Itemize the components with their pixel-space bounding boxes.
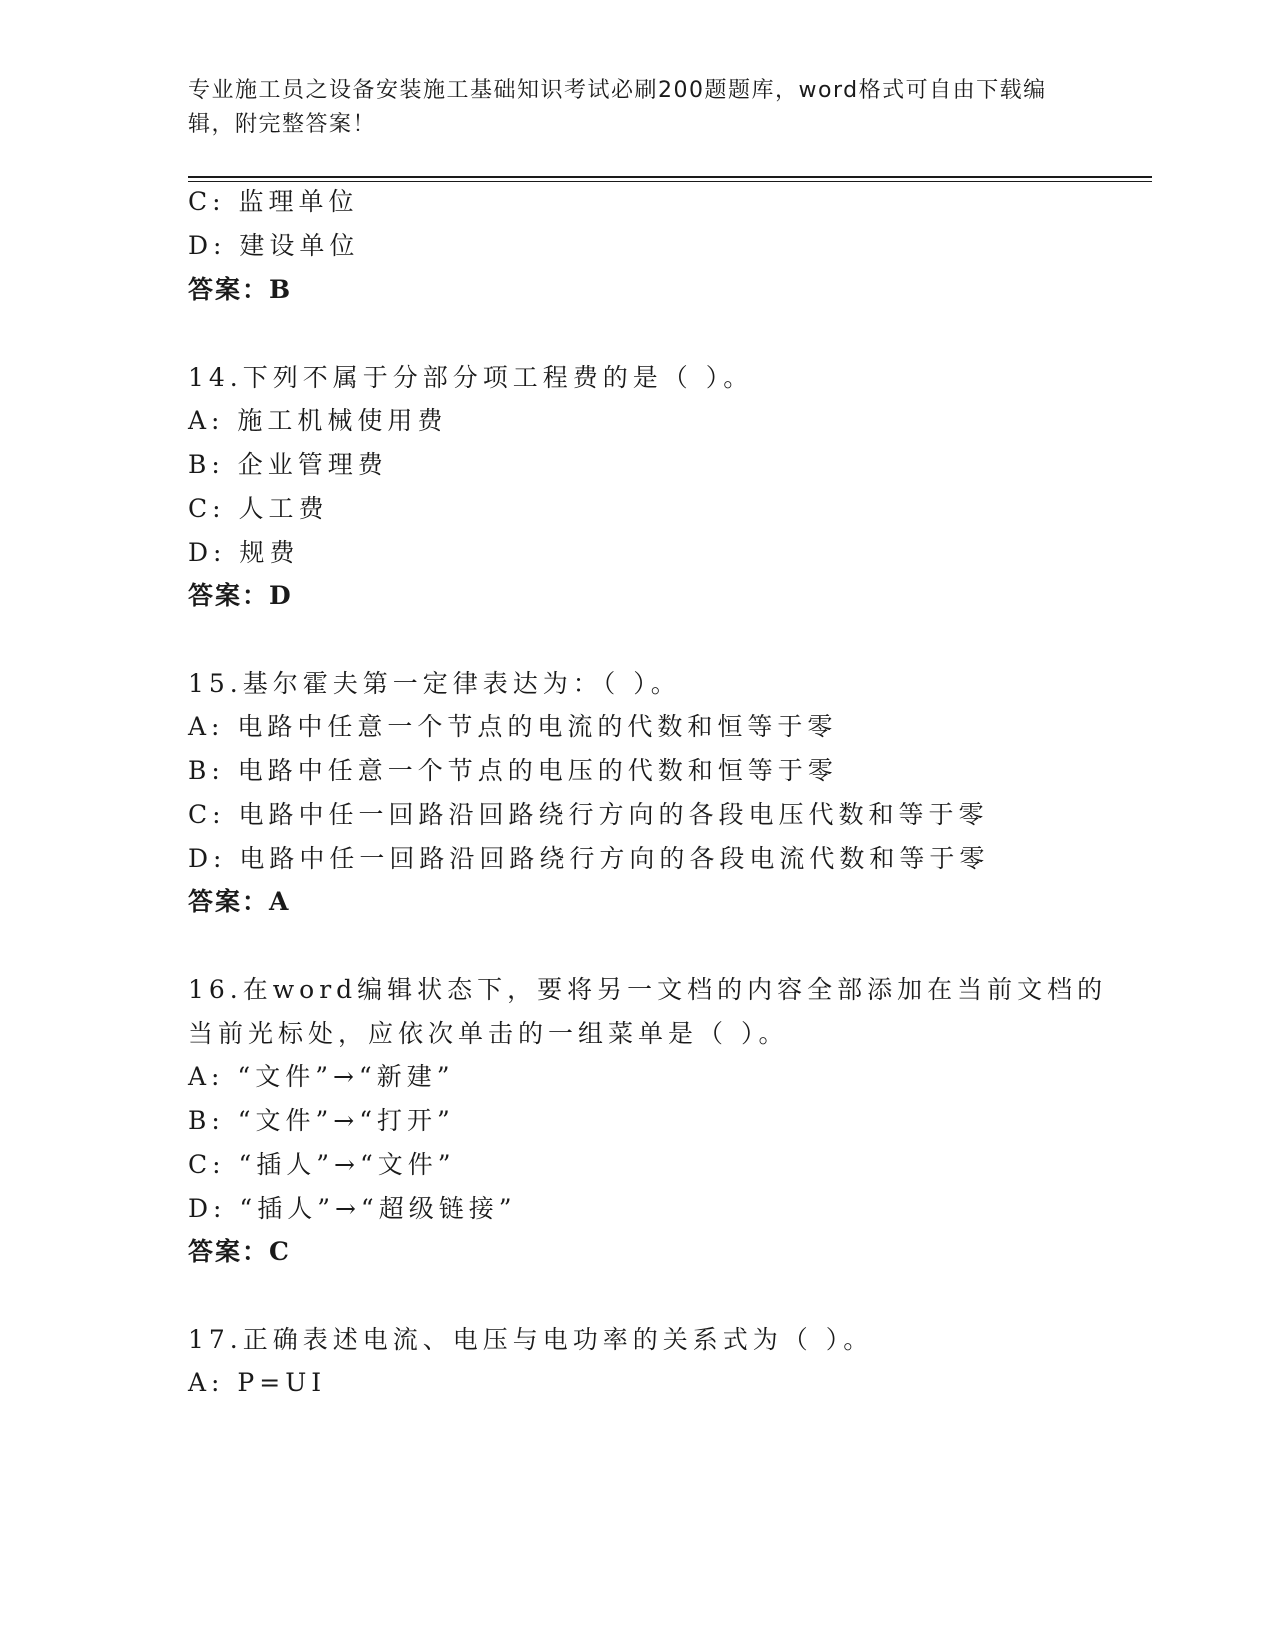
option-a: A: 施工机械使用费 (188, 406, 448, 435)
option-d: D: 规费 (188, 538, 300, 567)
question-16-line-1: 16.在word编辑状态下，要将另一文档的内容全部添加在当前文档的 (188, 975, 1108, 1004)
option-b: B: 电路中任意一个节点的电压的代数和恒等于零 (188, 756, 838, 785)
option-d: D: 电路中任一回路沿回路绕行方向的各段电流代数和等于零 (188, 844, 990, 873)
option-a: A: 电路中任意一个节点的电流的代数和恒等于零 (188, 712, 838, 741)
option-d: D: 建设单位 (188, 231, 360, 260)
question-15: 15.基尔霍夫第一定律表达为：（ ）。 (188, 669, 681, 698)
option-c: C: 电路中任一回路沿回路绕行方向的各段电压代数和等于零 (188, 800, 989, 829)
header-divider (188, 176, 1152, 182)
question-16-line-2: 当前光标处，应依次单击的一组菜单是（ ）。 (188, 1019, 789, 1048)
question-17: 17.正确表述电流、电压与电功率的关系式为（ ）。 (188, 1325, 874, 1354)
option-b: B: 企业管理费 (188, 450, 388, 479)
question-14: 14.下列不属于分部分项工程费的是（ ）。 (188, 363, 754, 392)
answer: 答案：C (188, 1237, 291, 1266)
option-a: A: P=UI (188, 1368, 327, 1397)
option-c: C: “插人”→“文件” (188, 1150, 456, 1179)
answer: 答案：D (188, 581, 293, 610)
answer: 答案：B (188, 275, 293, 304)
option-b: B: “文件”→“打开” (188, 1106, 455, 1135)
option-c: C: 监理单位 (188, 187, 359, 216)
option-d: D: “插人”→“超级链接” (188, 1194, 517, 1223)
document-header: 专业施工员之设备安装施工基础知识考试必刷200题题库，word格式可自由下载编辑，附完整答案！ (188, 78, 1047, 137)
answer: 答案：A (188, 887, 291, 916)
option-a: A: “文件”→“新建” (188, 1062, 455, 1091)
option-c: C: 人工费 (188, 494, 329, 523)
